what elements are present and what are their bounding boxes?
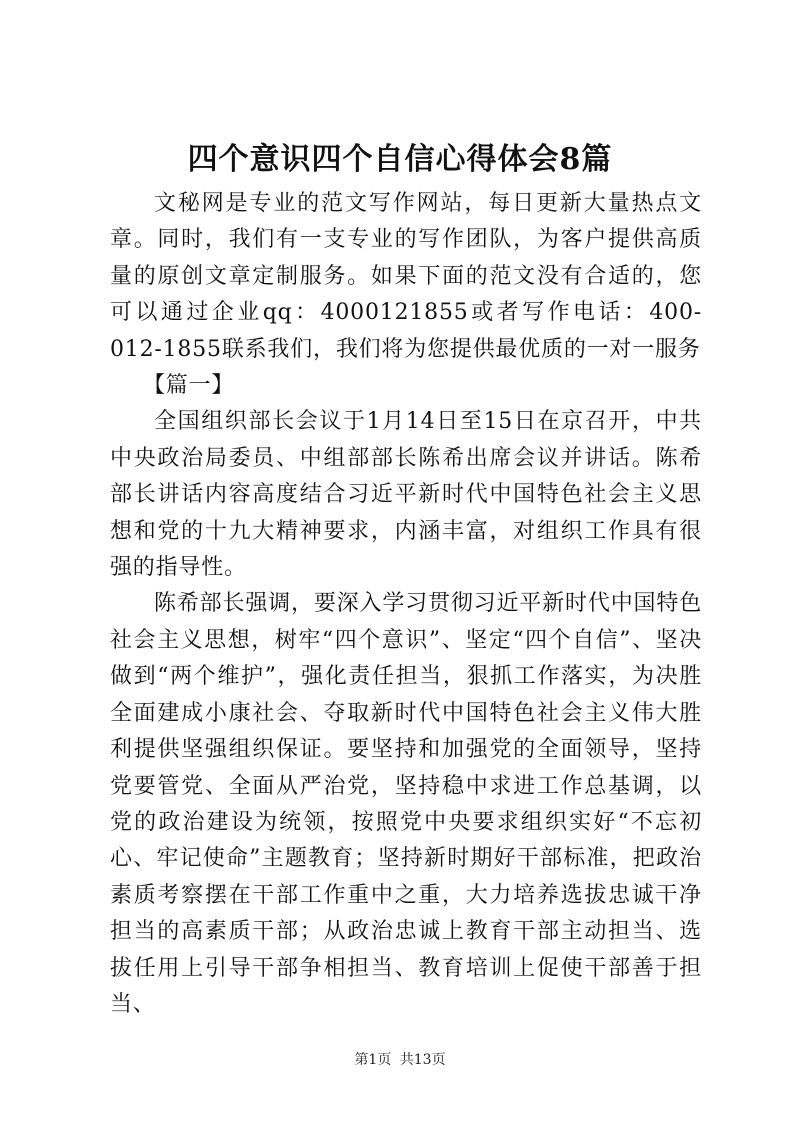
body-paragraph: 全国组织部长会议于1月14日至15日在京召开，中共中央政治局委员、中组部部长陈希出席会议并讲话。陈希部长讲话内容高度结合习近平新时代中国特色社会主义思想和党的十九大精神要求，内涵丰富，对组织工作具有很强的指导性。	[110, 409, 702, 581]
page-footer: 第1页 共13页	[354, 1052, 446, 1068]
document-title: 四个意识四个自信心得体会8篇	[187, 142, 613, 177]
document-body	[110, 186, 702, 1023]
body-paragraph: 陈希部长强调，要深入学习贯彻习近平新时代中国特色社会主义思想，树牢“四个意识”、坚定“四个自信”、坚决做到“两个维护”，强化责任担当，狠抓工作落实，为决胜全面建成小康社会、夺取新时代中国特色社会主义伟大胜利提供坚强组织保证。要坚持和加强党的全面领导，坚持党要管党、全面从严治党，坚持稳中求进工作总基调，以党的政治建设为统领，按照党中央要求组织实好“不忘初心、牢记使命”主题教育；坚持新时期好干部标准，把政治素质考察摆在干部工作重中之重，大力培养选拔忠诚干净担当的高素质干部；从政治忠诚上教育干部主动担当、选拔任用上引导干部争相担当、教育培训上促使干部善于担当、	[110, 591, 702, 1017]
section-heading: 【篇一】	[143, 373, 235, 399]
intro-paragraph: 文秘网是专业的范文写作网站，每日更新大量热点文章。同时，我们有一支专业的写作团队，为客户提供高质量的原创文章定制服务。如果下面的范文没有合适的，您可以通过企业qq：4000121855或者写作电话：400-012-1855联系我们，我们将为您提供最优质的一对一服务	[110, 191, 702, 362]
